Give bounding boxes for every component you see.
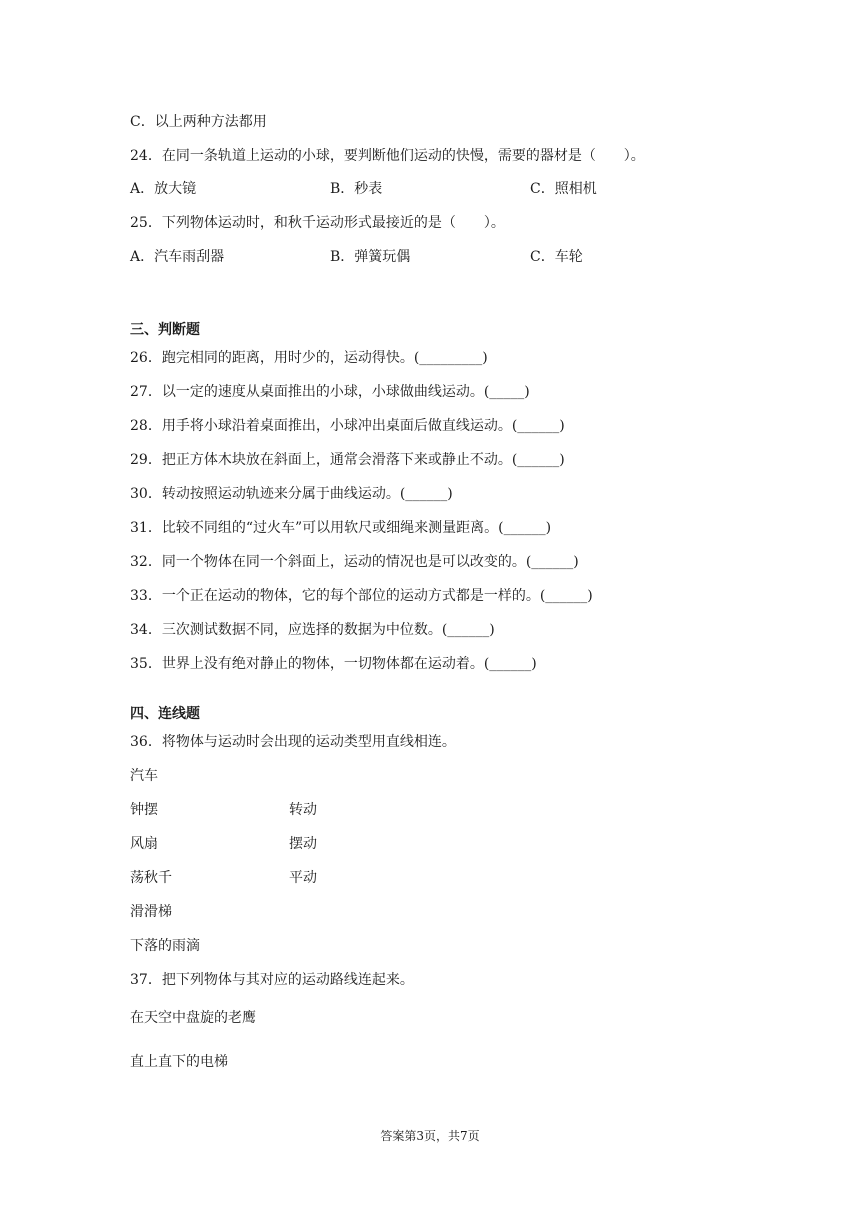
judge-item-34: 34．三次测试数据不同，应选择的数据为中位数。(______) (130, 622, 495, 638)
q36-object-raindrop: 下落的雨滴 (130, 938, 200, 954)
judge-item-35: 35．世界上没有绝对静止的物体，一切物体都在运动着。(______) (130, 656, 537, 672)
q25-option-c: C．车轮 (530, 249, 583, 265)
judge-item-26: 26．跑完相同的距离，用时少的，运动得快。(_________) (130, 350, 488, 366)
judge-item-31: 31．比较不同组的“过火车”可以用软尺或细绳来测量距离。(______) (130, 520, 552, 536)
q36-object-pendulum: 钟摆 (130, 802, 158, 818)
q36-object-slide: 滑滑梯 (130, 904, 172, 920)
q24-option-b: B．秒表 (330, 181, 383, 197)
q25-question: 25．下列物体运动时，和秋千运动形式最接近的是（ ）。 (130, 215, 505, 231)
q36-type-swinging: 摆动 (289, 836, 317, 852)
section4-title: 四、连线题 (130, 706, 200, 722)
q37-object-elevator: 直上直下的电梯 (130, 1054, 228, 1070)
judge-item-28: 28．用手将小球沿着桌面推出，小球冲出桌面后做直线运动。(______) (130, 418, 565, 434)
q24-question: 24．在同一条轨道上运动的小球，要判断他们运动的快慢，需要的器材是（ ）。 (130, 148, 645, 164)
q36-question: 36．将物体与运动时会出现的运动类型用直线相连。 (130, 734, 456, 750)
q25-option-b: B．弹簧玩偶 (330, 249, 411, 265)
q23-option-c: C．以上两种方法都用 (130, 114, 267, 130)
q25-option-a: A．汽车雨刮器 (130, 249, 225, 265)
section3-title: 三、判断题 (130, 322, 200, 338)
judge-item-27: 27．以一定的速度从桌面推出的小球，小球做曲线运动。(_____) (130, 384, 530, 400)
q37-object-eagle: 在天空中盘旋的老鹰 (130, 1010, 256, 1026)
judge-item-33: 33．一个正在运动的物体，它的每个部位的运动方式都是一样的。(______) (130, 588, 593, 604)
q24-option-a: A．放大镜 (130, 181, 197, 197)
judge-item-32: 32．同一个物体在同一个斜面上，运动的情况也是可以改变的。(______) (130, 554, 579, 570)
q36-type-rotation: 转动 (289, 802, 317, 818)
q24-option-c: C．照相机 (530, 181, 597, 197)
q37-question: 37．把下列物体与其对应的运动路线连起来。 (130, 972, 414, 988)
page-footer: 答案第3页，共7页 (380, 1129, 480, 1143)
judge-item-29: 29．把正方体木块放在斜面上，通常会滑落下来或静止不动。(______) (130, 452, 565, 468)
q36-object-fan: 风扇 (130, 836, 158, 852)
judge-item-30: 30．转动按照运动轨迹来分属于曲线运动。(______) (130, 486, 453, 502)
q36-object-swing: 荡秋千 (130, 870, 172, 886)
q36-type-translation: 平动 (289, 870, 317, 886)
q36-object-car: 汽车 (130, 768, 158, 784)
